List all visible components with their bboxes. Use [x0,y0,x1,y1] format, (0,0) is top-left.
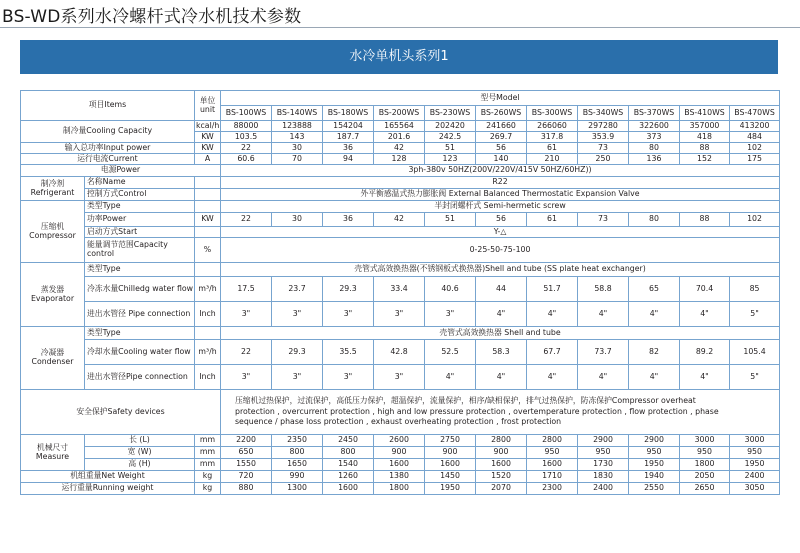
value-cell: 650 [221,447,272,459]
value-cell: 5" [730,365,780,390]
measure-height-row [21,459,780,471]
value-cell: 36 [323,143,374,154]
value-cell: 22 [221,340,272,365]
unit-cell [195,263,221,277]
unit-cell: mm [195,435,221,447]
value-cell: 1950 [730,459,780,471]
value-cell: 800 [272,447,323,459]
value-cell: 89.2 [680,340,730,365]
value-cell: 2300 [527,483,578,495]
value-cell: 800 [323,447,374,459]
value-cell: 61 [527,213,578,227]
power-value: 3ph-380v 50HZ(200V/220V/415V 50HZ/60HZ)) [221,165,780,177]
unit-cell [195,227,221,238]
value-cell: 990 [272,471,323,483]
value-cell: 4" [578,302,629,327]
value-cell: 94 [323,154,374,165]
value-cell: 297280 [578,121,629,132]
unit-cell: % [195,238,221,263]
value-cell: 5" [730,302,780,327]
evaporator-type-value: 壳管式高效换热器(不锈钢板式换热器)Shell and tube (SS plate heat exchanger) [221,263,780,277]
value-cell: 123888 [272,121,323,132]
compressor-capacity-value: 0-25-50-75-100 [221,238,780,263]
model-cell: BS-200WS [374,106,425,121]
title-divider [0,27,800,28]
value-cell: 51.7 [527,277,578,302]
unit-cell [195,177,221,189]
compressor-type-value: 半封闭螺杆式 Semi-hermetic screw [221,201,780,213]
value-cell: 2600 [374,435,425,447]
value-cell: 60.6 [221,154,272,165]
value-cell: 950 [527,447,578,459]
value-cell: 103.5 [221,132,272,143]
value-cell: 175 [730,154,780,165]
compressor-type-label: 类型Type [85,201,195,213]
value-cell: 140 [476,154,527,165]
value-cell: 2400 [578,483,629,495]
value-cell: 67.7 [527,340,578,365]
unit-cell [195,201,221,213]
value-cell: 2750 [425,435,476,447]
value-cell: 3050 [730,483,780,495]
value-cell: 4" [578,365,629,390]
condenser-pipe-row [21,365,780,390]
value-cell: 80 [629,143,680,154]
measure-width-label: 宽 (W) [85,447,195,459]
value-cell: 51 [425,143,476,154]
safety-text [221,390,780,435]
value-cell: 720 [221,471,272,483]
header-model-label: 型号Model [221,91,780,106]
compressor-capacity-row [21,238,780,263]
unit-cell: KW [195,143,221,154]
input-power-row [21,143,780,154]
value-cell: 152 [680,154,730,165]
value-cell: 143 [272,132,323,143]
series-banner: 水冷单机头系列1 [20,40,778,74]
evaporator-group: 蒸发器 Evaporator [21,263,85,327]
model-cell: BS-100WS [221,106,272,121]
value-cell: 950 [578,447,629,459]
model-cell: BS-340WS [578,106,629,121]
unit-cell: A [195,154,221,165]
value-cell: 1380 [374,471,425,483]
value-cell: 3" [323,302,374,327]
evaporator-pipe-row [21,302,780,327]
value-cell: 1600 [476,459,527,471]
value-cell: 317.8 [527,132,578,143]
value-cell: 202420 [425,121,476,132]
compressor-start-row [21,227,780,238]
value-cell: 3" [374,365,425,390]
power-label: 电源Power [21,165,221,177]
value-cell: 36 [323,213,374,227]
refrigerant-name-row [21,177,780,189]
value-cell: 2900 [629,435,680,447]
value-cell: 23.7 [272,277,323,302]
value-cell: 373 [629,132,680,143]
value-cell: 242.5 [425,132,476,143]
compressor-group: 压缩机 Compressor [21,201,85,263]
power-row [21,165,780,177]
value-cell: 85 [730,277,780,302]
value-cell: 950 [730,447,780,459]
measure-height-label: 高 (H) [85,459,195,471]
value-cell: 418 [680,132,730,143]
evaporator-pipe-label: 进出水管径 Pipe connection [85,302,195,327]
model-cell: BS-300WS [527,106,578,121]
value-cell: 70.4 [680,277,730,302]
value-cell: 88000 [221,121,272,132]
value-cell: 105.4 [730,340,780,365]
value-cell: 266060 [527,121,578,132]
value-cell: 58.8 [578,277,629,302]
value-cell: 4" [680,302,730,327]
value-cell: 73 [578,143,629,154]
value-cell: 29.3 [272,340,323,365]
value-cell: 136 [629,154,680,165]
value-cell: 900 [425,447,476,459]
value-cell: 201.6 [374,132,425,143]
compressor-power-row [21,213,780,227]
value-cell: 102 [730,143,780,154]
value-cell: 1710 [527,471,578,483]
condenser-pipe-label: 进出水管径Pipe connection [85,365,195,390]
header-item: 项目Items [21,91,195,121]
refrigerant-control-label: 控制方式Control [85,189,195,201]
unit-cell: mm [195,459,221,471]
safety-line: sequence / phase loss protection , exhaust overheating protection , frost protection [235,417,562,427]
current-label: 运行电流Current [21,154,195,165]
value-cell: 40.6 [425,277,476,302]
value-cell: 2050 [680,471,730,483]
value-cell: 4" [527,302,578,327]
model-cell: BS-260WS [476,106,527,121]
value-cell: 1830 [578,471,629,483]
measure-group: 机械尺寸 Measure [21,435,85,471]
measure-length-label: 长 (L) [85,435,195,447]
condenser-flow-label: 冷却水量Cooling water flow [85,340,195,365]
value-cell: 65 [629,277,680,302]
value-cell: 73.7 [578,340,629,365]
net-weight-label: 机组重量Net Weight [21,471,195,483]
safety-row [21,390,780,435]
value-cell: 4" [629,302,680,327]
value-cell: 3" [374,302,425,327]
evaporator-flow-label: 冷冻水量Chilledg water flow [85,277,195,302]
value-cell: 880 [221,483,272,495]
value-cell: 950 [680,447,730,459]
refrigerant-group: 制冷剂 Refrigerant [21,177,85,201]
unit-cell [195,189,221,201]
value-cell: 3" [425,302,476,327]
condenser-type-value: 壳管式高效换热器 Shell and tube [221,327,780,340]
model-cell: BS-470WS [730,106,780,121]
value-cell: 484 [730,132,780,143]
value-cell: 1260 [323,471,374,483]
value-cell: 1600 [425,459,476,471]
unit-cell: KW [195,132,221,143]
value-cell: 187.7 [323,132,374,143]
value-cell: 1450 [425,471,476,483]
value-cell: 2900 [578,435,629,447]
evaporator-flow-row [21,277,780,302]
value-cell: 250 [578,154,629,165]
value-cell: 17.5 [221,277,272,302]
value-cell: 102 [730,213,780,227]
safety-line: protection , overcurrent protection , high and low pressure protection , overtemperature protection , flow protection , phase [235,406,719,416]
value-cell: 3" [221,302,272,327]
compressor-type-row [21,201,780,213]
refrigerant-name-value: R22 [221,177,780,189]
value-cell: 22 [221,213,272,227]
value-cell: 2550 [629,483,680,495]
current-row [21,154,780,165]
cooling-row-kcal [21,121,780,132]
unit-cell: kg [195,471,221,483]
value-cell: 154204 [323,121,374,132]
model-cell: BS-140WS [272,106,323,121]
value-cell: 2650 [680,483,730,495]
value-cell: 2400 [730,471,780,483]
value-cell: 51 [425,213,476,227]
compressor-capacity-label: 能量调节范围Capacity control [85,238,195,263]
unit-cell: Inch [195,302,221,327]
value-cell: 3000 [680,435,730,447]
value-cell: 35.5 [323,340,374,365]
value-cell: 1300 [272,483,323,495]
value-cell: 4" [680,365,730,390]
value-cell: 123 [425,154,476,165]
compressor-start-label: 启动方式Start [85,227,195,238]
safety-label: 安全保护Safety devices [21,390,221,435]
value-cell: 42 [374,213,425,227]
value-cell: 1940 [629,471,680,483]
value-cell: 1730 [578,459,629,471]
value-cell: 128 [374,154,425,165]
value-cell: 900 [476,447,527,459]
value-cell: 22 [221,143,272,154]
value-cell: 2800 [527,435,578,447]
value-cell: 29.3 [323,277,374,302]
model-cell: BS-180WS [323,106,374,121]
condenser-type-label: 类型Type [85,327,195,340]
value-cell: 3" [272,365,323,390]
value-cell: 1600 [527,459,578,471]
page-title: BS-WD系列水冷螺杆式冷水机技术参数 [2,7,302,27]
unit-cell: mm [195,447,221,459]
value-cell: 4" [425,365,476,390]
value-cell: 80 [629,213,680,227]
value-cell: 1950 [629,459,680,471]
value-cell: 42 [374,143,425,154]
value-cell: 58.3 [476,340,527,365]
value-cell: 2350 [272,435,323,447]
value-cell: 357000 [680,121,730,132]
value-cell: 2070 [476,483,527,495]
value-cell: 2200 [221,435,272,447]
value-cell: 1520 [476,471,527,483]
unit-cell: m³/h [195,277,221,302]
value-cell: 269.7 [476,132,527,143]
spec-table [20,90,780,495]
condenser-flow-row [21,340,780,365]
value-cell: 1950 [425,483,476,495]
net-weight-row [21,471,780,483]
compressor-power-label: 功率Power [85,213,195,227]
value-cell: 30 [272,143,323,154]
cooling-label: 制冷量Cooling Capacity [21,121,195,143]
value-cell: 1600 [374,459,425,471]
value-cell: 1800 [680,459,730,471]
value-cell: 413200 [730,121,780,132]
evaporator-type-row [21,263,780,277]
value-cell: 88 [680,143,730,154]
value-cell: 165564 [374,121,425,132]
condenser-group: 冷凝器 Condenser [21,327,85,390]
unit-cell: KW [195,213,221,227]
value-cell: 56 [476,213,527,227]
value-cell: 322600 [629,121,680,132]
refrigerant-control-row [21,189,780,201]
measure-width-row [21,447,780,459]
value-cell: 950 [629,447,680,459]
value-cell: 30 [272,213,323,227]
compressor-start-value: Y-△ [221,227,780,238]
value-cell: 4" [527,365,578,390]
unit-cell: kg [195,483,221,495]
value-cell: 2450 [323,435,374,447]
running-weight-row [21,483,780,495]
value-cell: 2800 [476,435,527,447]
value-cell: 73 [578,213,629,227]
measure-length-row [21,435,780,447]
value-cell: 241660 [476,121,527,132]
value-cell: 44 [476,277,527,302]
value-cell: 1650 [272,459,323,471]
model-cell: BS-410WS [680,106,730,121]
value-cell: 1600 [323,483,374,495]
evaporator-type-label: 类型Type [85,263,195,277]
unit-cell: kcal/h [196,120,220,130]
header-unit: 单位 unit [195,91,221,121]
refrigerant-name-label: 名称Name [85,177,195,189]
value-cell: 1540 [323,459,374,471]
value-cell: 210 [527,154,578,165]
condenser-type-row [21,327,780,340]
running-weight-label: 运行重量Running weight [21,483,195,495]
value-cell: 61 [527,143,578,154]
value-cell: 70 [272,154,323,165]
value-cell: 3000 [730,435,780,447]
input-power-label: 输入总功率Input power [21,143,195,154]
value-cell: 900 [374,447,425,459]
value-cell: 42.8 [374,340,425,365]
value-cell: 3" [221,365,272,390]
value-cell: 3" [272,302,323,327]
unit-cell: Inch [195,365,221,390]
unit-cell [195,327,221,340]
value-cell: 3" [323,365,374,390]
model-cell: BS-370WS [629,106,680,121]
value-cell: 33.4 [374,277,425,302]
value-cell: 353.9 [578,132,629,143]
value-cell: 1800 [374,483,425,495]
value-cell: 4" [476,365,527,390]
value-cell: 88 [680,213,730,227]
value-cell: 82 [629,340,680,365]
refrigerant-control-value: 外平衡感温式热力膨胀阀 External Balanced Thermostatic Expansion Valve [221,189,780,201]
value-cell: 4" [476,302,527,327]
model-cell: BS-230WS [425,106,476,121]
value-cell: 1550 [221,459,272,471]
value-cell: 56 [476,143,527,154]
value-cell: 52.5 [425,340,476,365]
unit-cell: m³/h [195,340,221,365]
value-cell: 4" [629,365,680,390]
safety-line: 压缩机过热保护，过流保护，高低压力保护，超温保护，流量保护，相序/缺相保护，排气过热保护，防冻保护Compressor overheat [235,396,696,406]
